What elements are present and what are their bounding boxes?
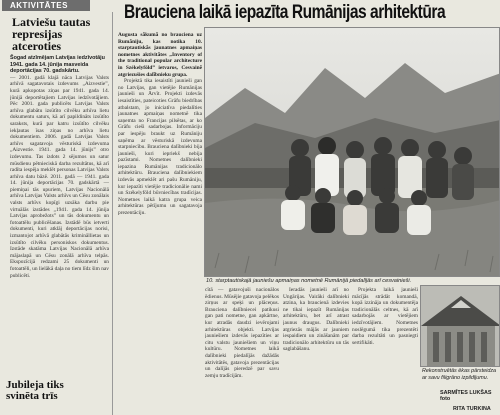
author-name: RITA TURKINA — [453, 406, 491, 412]
sidebar-headline-line: Latviešu tautas — [12, 15, 91, 29]
sidebar-headline-2 — [6, 380, 112, 402]
article-body-col3: Ieradās jaunieši arī no Ungārijas. Vairāki dalībnieki atzina, ka braucienā izdevies ne tikai iepazīt Rumānijas arhitektūru, bet arī atrast jaunus draugus. Dalībnieki atgriezās mājās ar jauniem iespaidiem un zināšanām par tradicionālo arhitektūru un tās saglabāšanu. — [283, 287, 349, 353]
section-label: AKTIVITĀTES — [2, 0, 90, 11]
sidebar-headline-line: represijas — [12, 27, 63, 41]
sidebar-lead: Šogad atzīmējam Latvijas iedzīvotāju 1941. gada 14. jūnija masveida deportācijas 70. gadskārtu. — [10, 55, 105, 75]
sidebar-headline-line: atceroties — [12, 39, 62, 53]
architecture-photo — [420, 285, 500, 367]
article-lead: Augusta sākumā no brauciena uz Rumāniju, kas notika 10. starptautiskās jaunatnes apmaiņas nometnes aktivitātes „Inventory of the traditional popular architecture in Székelyföld” ietvaros, Cesvainē atgriezušies dalībnieku grupa. — [118, 32, 202, 78]
article-headline: Brauciena laikā iepazīta Rumānijas arhitektūra — [124, 2, 446, 23]
sidebar-body — [10, 75, 109, 375]
article-column-2 — [205, 287, 279, 415]
photo-caption: 10. starptautiskajā jauniešu apmaiņas nometnē Rumānijā piedalījās arī cesvainieši. — [206, 278, 412, 284]
article-column-1 — [118, 32, 202, 415]
article-column-4 — [352, 287, 418, 415]
sidebar-headline — [12, 16, 112, 52]
group-photo — [204, 27, 500, 277]
photo-credit: SARMĪTES LUKŠAS foto — [440, 390, 492, 402]
sidebar-body-text: — 2001. gadā klajā nāca Latvijas Valsts arhīvā sagatavotais izdevums „Aizvestie”, kurā apkopotas ziņas par 1941. gada 14. jūnijā deportētajiem Latvijas iedzīvotājiem. Pēc 2001. gada publicēts Latvijas Valsts arhīva glabātu izsūtīto cilvēku arhīva lietu dokumentu saturs, kā arī papildināts izsūtīto saraksts, kurā par katru izsūtīto cilvēku iekļautas īsas ziņas no arhīva lietu dokumentiem. 2006. gadā Latvijas Valsts arhīvs sagatavoja vēsturiskā izdevuma „Aizvestie. 1941. gada 14. jūnijs” otro izdevumu. Tas izdots 2 sējumos un satur mūsdienu pētnieciskā darba rezultātus, kā arī radīta iespēja meklēt personas Latvijas Valsts arhīva datu bāzē. 2011. gadā — 1941. gada 14. jūnija deportācijas 70. gadskārtā — piemiņai tās upuriem, Latvijas Nacionālā arhīva Latvijas Valsts arhīvs un Cēsu zonālais valsts arhīvs kopīgi uzsāka darbu pie virtuālās izstādes „1941. gada 14. jūnija Latvijas aprobežots” un tās dokumentu un fotoattēlu publicēšanas. Izstādē būs ietverti dokumenti, kuri atklāj deportācijas norisi, izmantojot arhīvā glabātās krimināllietas un izsūtīto cilvēku personiskos dokumentus. Izstāde skatāma Latvijas Nacionālā arhīva mājaslapā un Cēsu zonālā arhīva telpās. Ekspozīcijā redzami 25 dokumenti un fotoattēli, un lielākā daļa no tiem līdz šim nav publicēti. — [10, 74, 109, 279]
article-body-col4: Projekta laikā jaunieši mācījās strādāt komandā, kopā izzināja un dokumentēja tradicionālās celtnes, kā arī sadarbojās ar vietējiem iedzīvotājiem. Nometnes noslēgumā tika prezentēti darba rezultāti un pasniegti sertifikāti. — [352, 287, 418, 346]
article-body-col2: cītā — gatavojuši nacionālos ēdienus. Mūsējie gatavoja pelēkos zirņus ar speķi un plāceņus. Brauciena dalībniecei patikusi gan pati nometne, gan apkārtne, kur atradās daudzi ievērojami arhitektūras objekti. Latvijas jauniešiem izdevās iepazīties ar citu valstu jauniešiem un viņu kultūru. Nometnes laikā dalībnieki piedalījās dažādās aktivitātēs, gatavoja prezentācijas un dalījās pieredzē par savu zemju tradīcijām. — [205, 287, 279, 379]
architecture-photo-caption: Rekonstruētās ēkas pārsteidza ar savu filigrāno izpildījumu. — [422, 368, 497, 381]
sidebar-article — [2, 12, 113, 415]
sidebar-headline-2-line: svinēta trīs — [6, 389, 58, 402]
sidebar-headline-2-line: Jubileja tiks — [6, 378, 64, 391]
article-body-col1: Projektā tika iesaistīti jaunieši gan no Latvijas, gan vietējie Rumānijas jaunieši un Ārvīt. Projekti izdevās iesaistīties, pateicoties Grāfu biedrības atbalstam, jo iniciatīva piedalīties jaunatnes apmaiņas nometnē tika saņemta no Francijas pilsētas, ar ko Grāfu cieši sadarbojas. Informāciju par iespēju braukt uz Rumāniju saņēma ar vēsturiskā izdevuma starpniecību. Brauciena dalībnieki bija jaunieši, kuri iepriekš nebija pazīstami. Nometnes dalībnieki iepazina Rumānijas tradicionālo arhitektūru. Brauciena dalībniekiem izdevās apmeklēt ari pašu Rumāniju, kur iepazīti vietējie tradicionālie nami un Székelyföld būvniecības tradīcijas. Nometnes laikā katra grupa veica arhitektūras pētījumu un sagatavoja prezentāciju. — [118, 78, 202, 217]
article-column-3 — [283, 287, 349, 415]
